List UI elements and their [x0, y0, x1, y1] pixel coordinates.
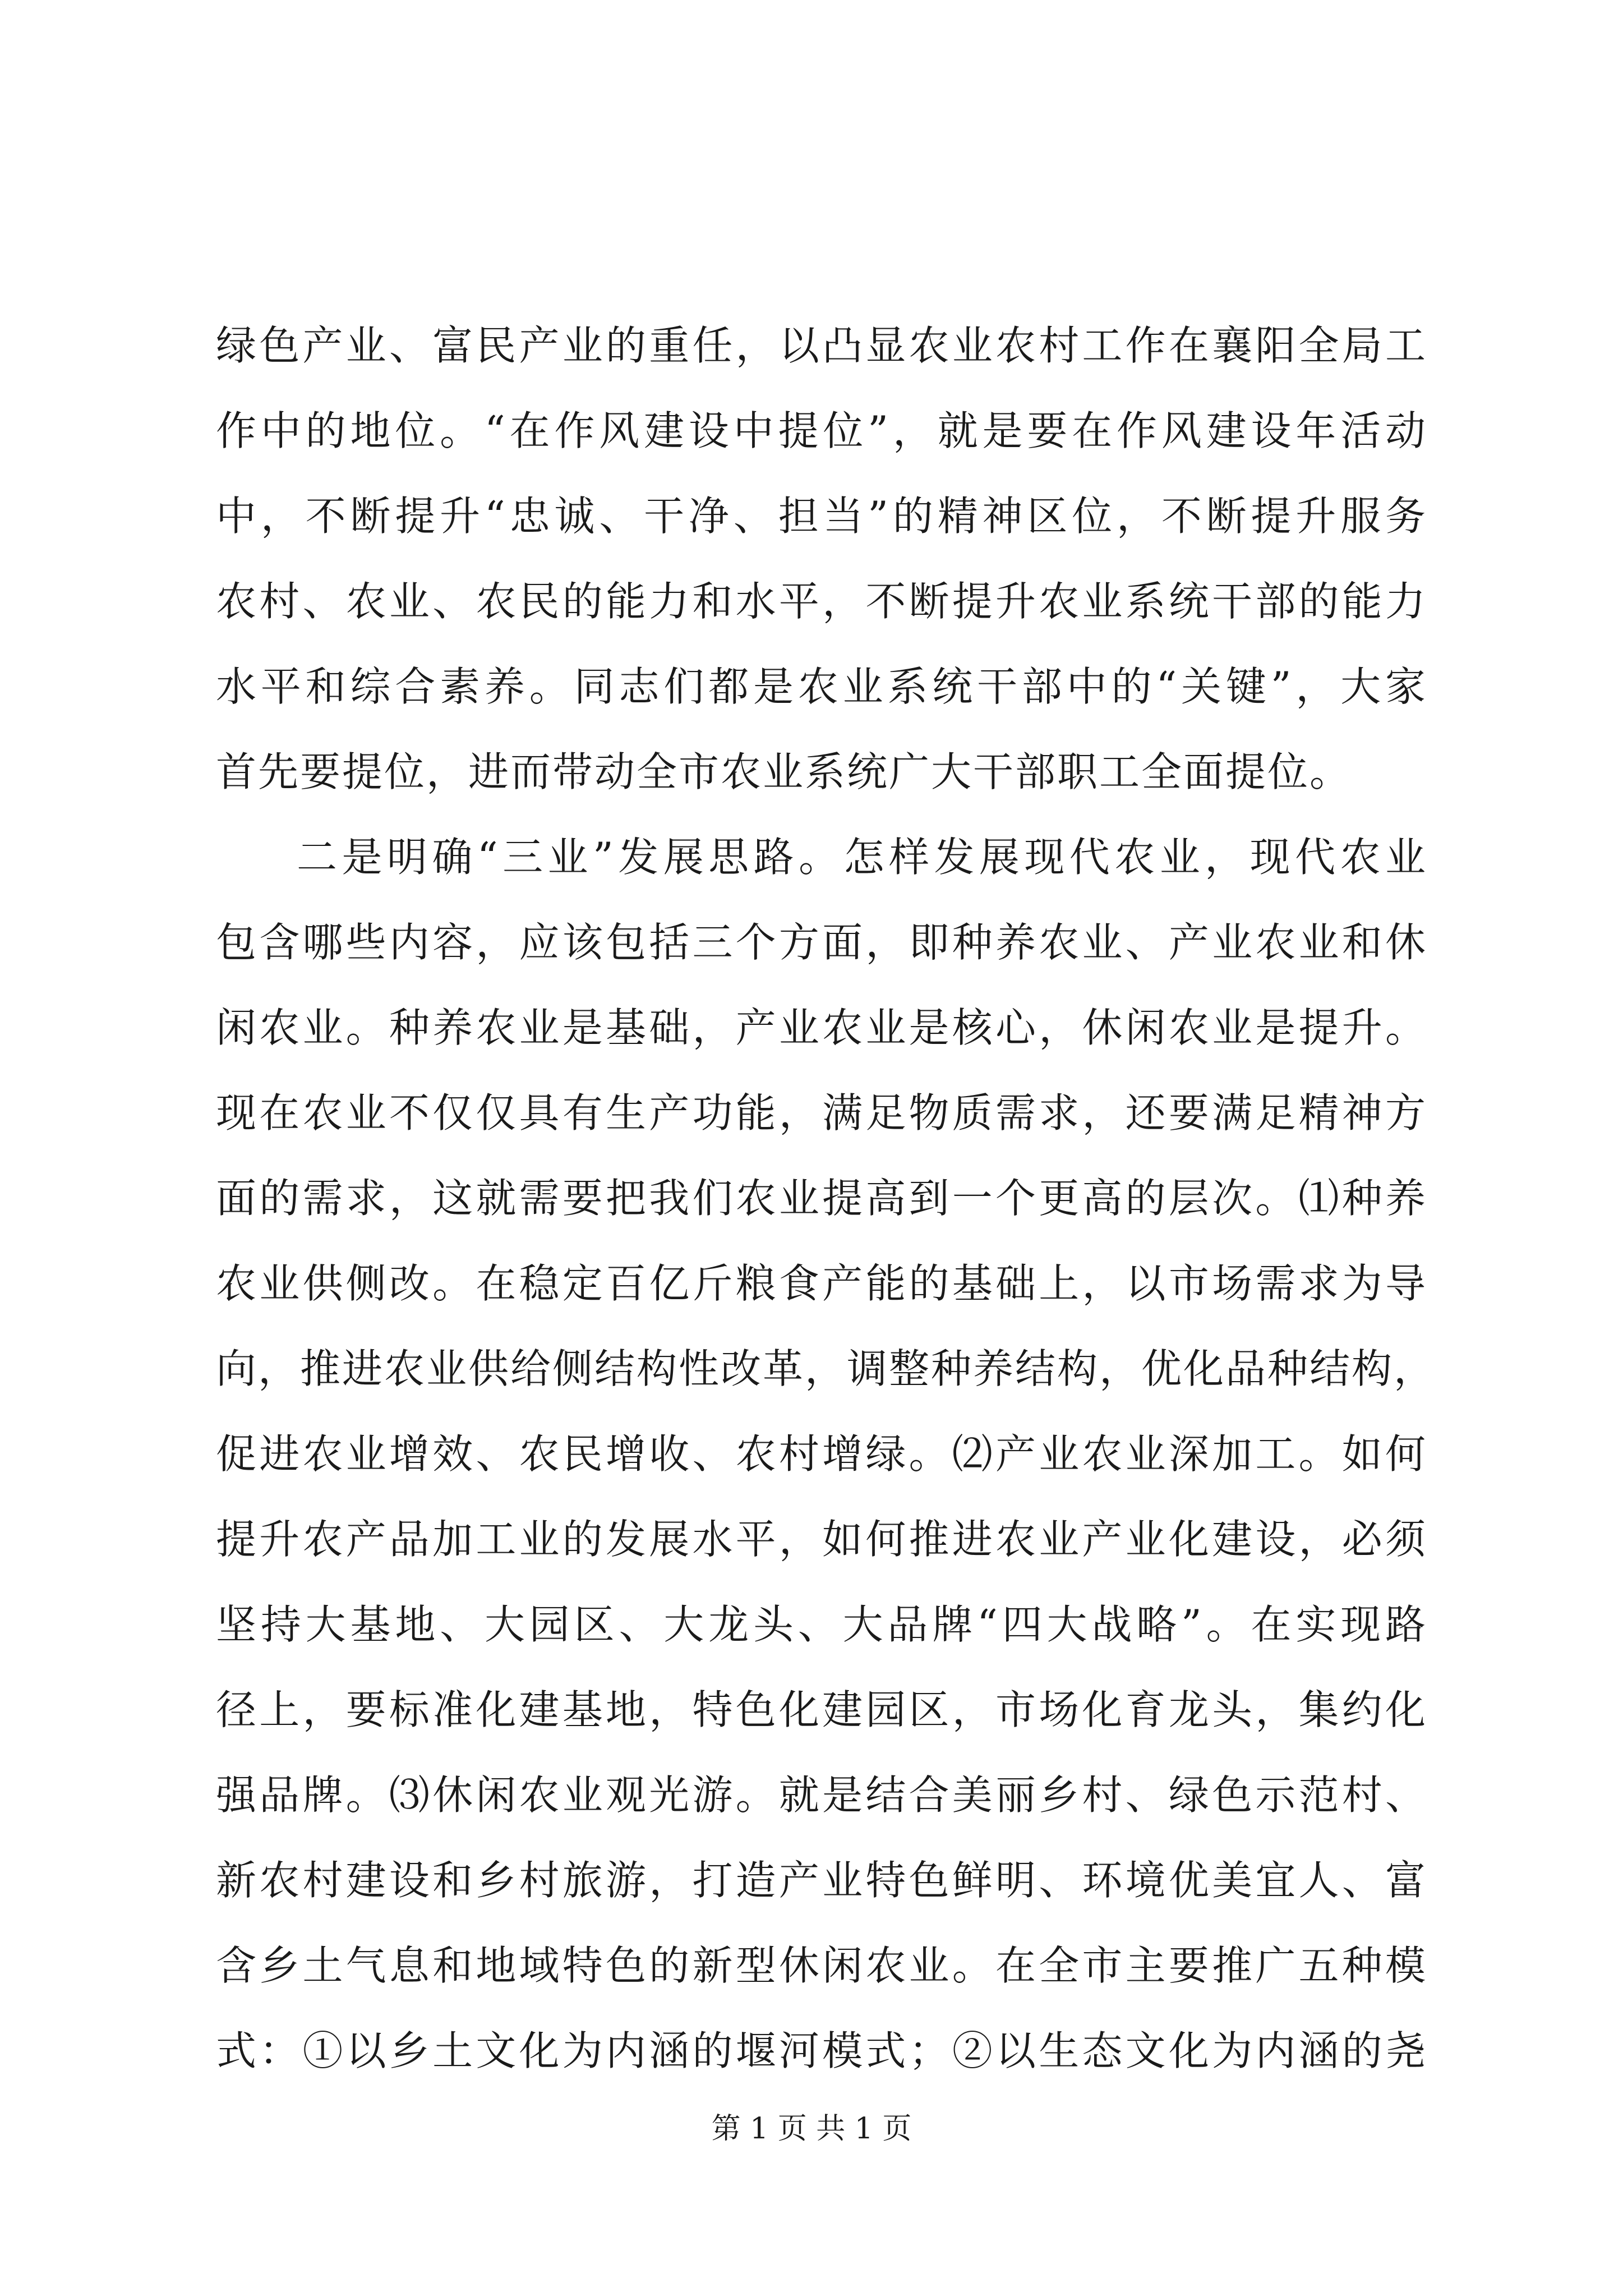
text-line: 农村、农业、农民的能力和水平，不断提升农业系统干部的能力: [216, 578, 1427, 625]
text-line: 强品牌。⑶休闲农业观光游。就是结合美丽乡村、绿色示范村、: [216, 1772, 1427, 1819]
text-line: 作中的地位。“在作风建设中提位”，就是要在作风建设年活动: [216, 407, 1427, 454]
text-line: 闲农业。种养农业是基础，产业农业是核心，休闲农业是提升。: [216, 1004, 1427, 1051]
text-line: 首先要提位，进而带动全市农业系统广大干部职工全面提位。: [216, 748, 1352, 795]
text-line: 提升农产品加工业的发展水平，如何推进农业产业化建设，必须: [216, 1516, 1427, 1563]
text-line: 中，不断提升“忠诚、干净、担当”的精神区位，不断提升服务: [216, 493, 1427, 540]
paragraph-start-line: 二是明确“三业”发展思路。怎样发展现代农业，现代农业: [297, 834, 1427, 881]
text-line: 式：①以乡土文化为内涵的堰河模式；②以生态文化为内涵的尧: [216, 2027, 1427, 2074]
text-line: 现在农业不仅仅具有生产功能，满足物质需求，还要满足精神方: [216, 1089, 1427, 1137]
text-line: 含乡土气息和地域特色的新型休闲农业。在全市主要推广五种模: [216, 1942, 1427, 1989]
text-line: 绿色产业、富民产业的重任，以凸显农业农村工作在襄阳全局工: [216, 322, 1427, 369]
text-line: 促进农业增效、农民增收、农村增绿。⑵产业农业深加工。如何: [216, 1430, 1427, 1478]
text-line: 向，推进农业供给侧结构性改革，调整种养结构，优化品种结构，: [216, 1345, 1436, 1392]
page-number-footer: 第 1 页 共 1 页: [711, 2112, 912, 2146]
text-line: 水平和综合素养。同志们都是农业系统干部中的“关键”，大家: [216, 663, 1427, 710]
text-line: 新农村建设和乡村旅游，打造产业特色鲜明、环境优美宜人、富: [216, 1857, 1427, 1904]
body-text: [216, 303, 1436, 2093]
text-line: 农业供侧改。在稳定百亿斤粮食产能的基础上，以市场需求为导: [216, 1260, 1427, 1307]
text-line: 包含哪些内容，应该包括三个方面，即种养农业、产业农业和休: [216, 919, 1427, 966]
text-line: 面的需求，这就需要把我们农业提高到一个更高的层次。⑴种养: [216, 1175, 1427, 1222]
text-line: 坚持大基地、大园区、大龙头、大品牌“四大战略”。在实现路: [216, 1601, 1427, 1648]
text-line: 径上，要标准化建基地，特色化建园区，市场化育龙头，集约化: [216, 1686, 1427, 1733]
